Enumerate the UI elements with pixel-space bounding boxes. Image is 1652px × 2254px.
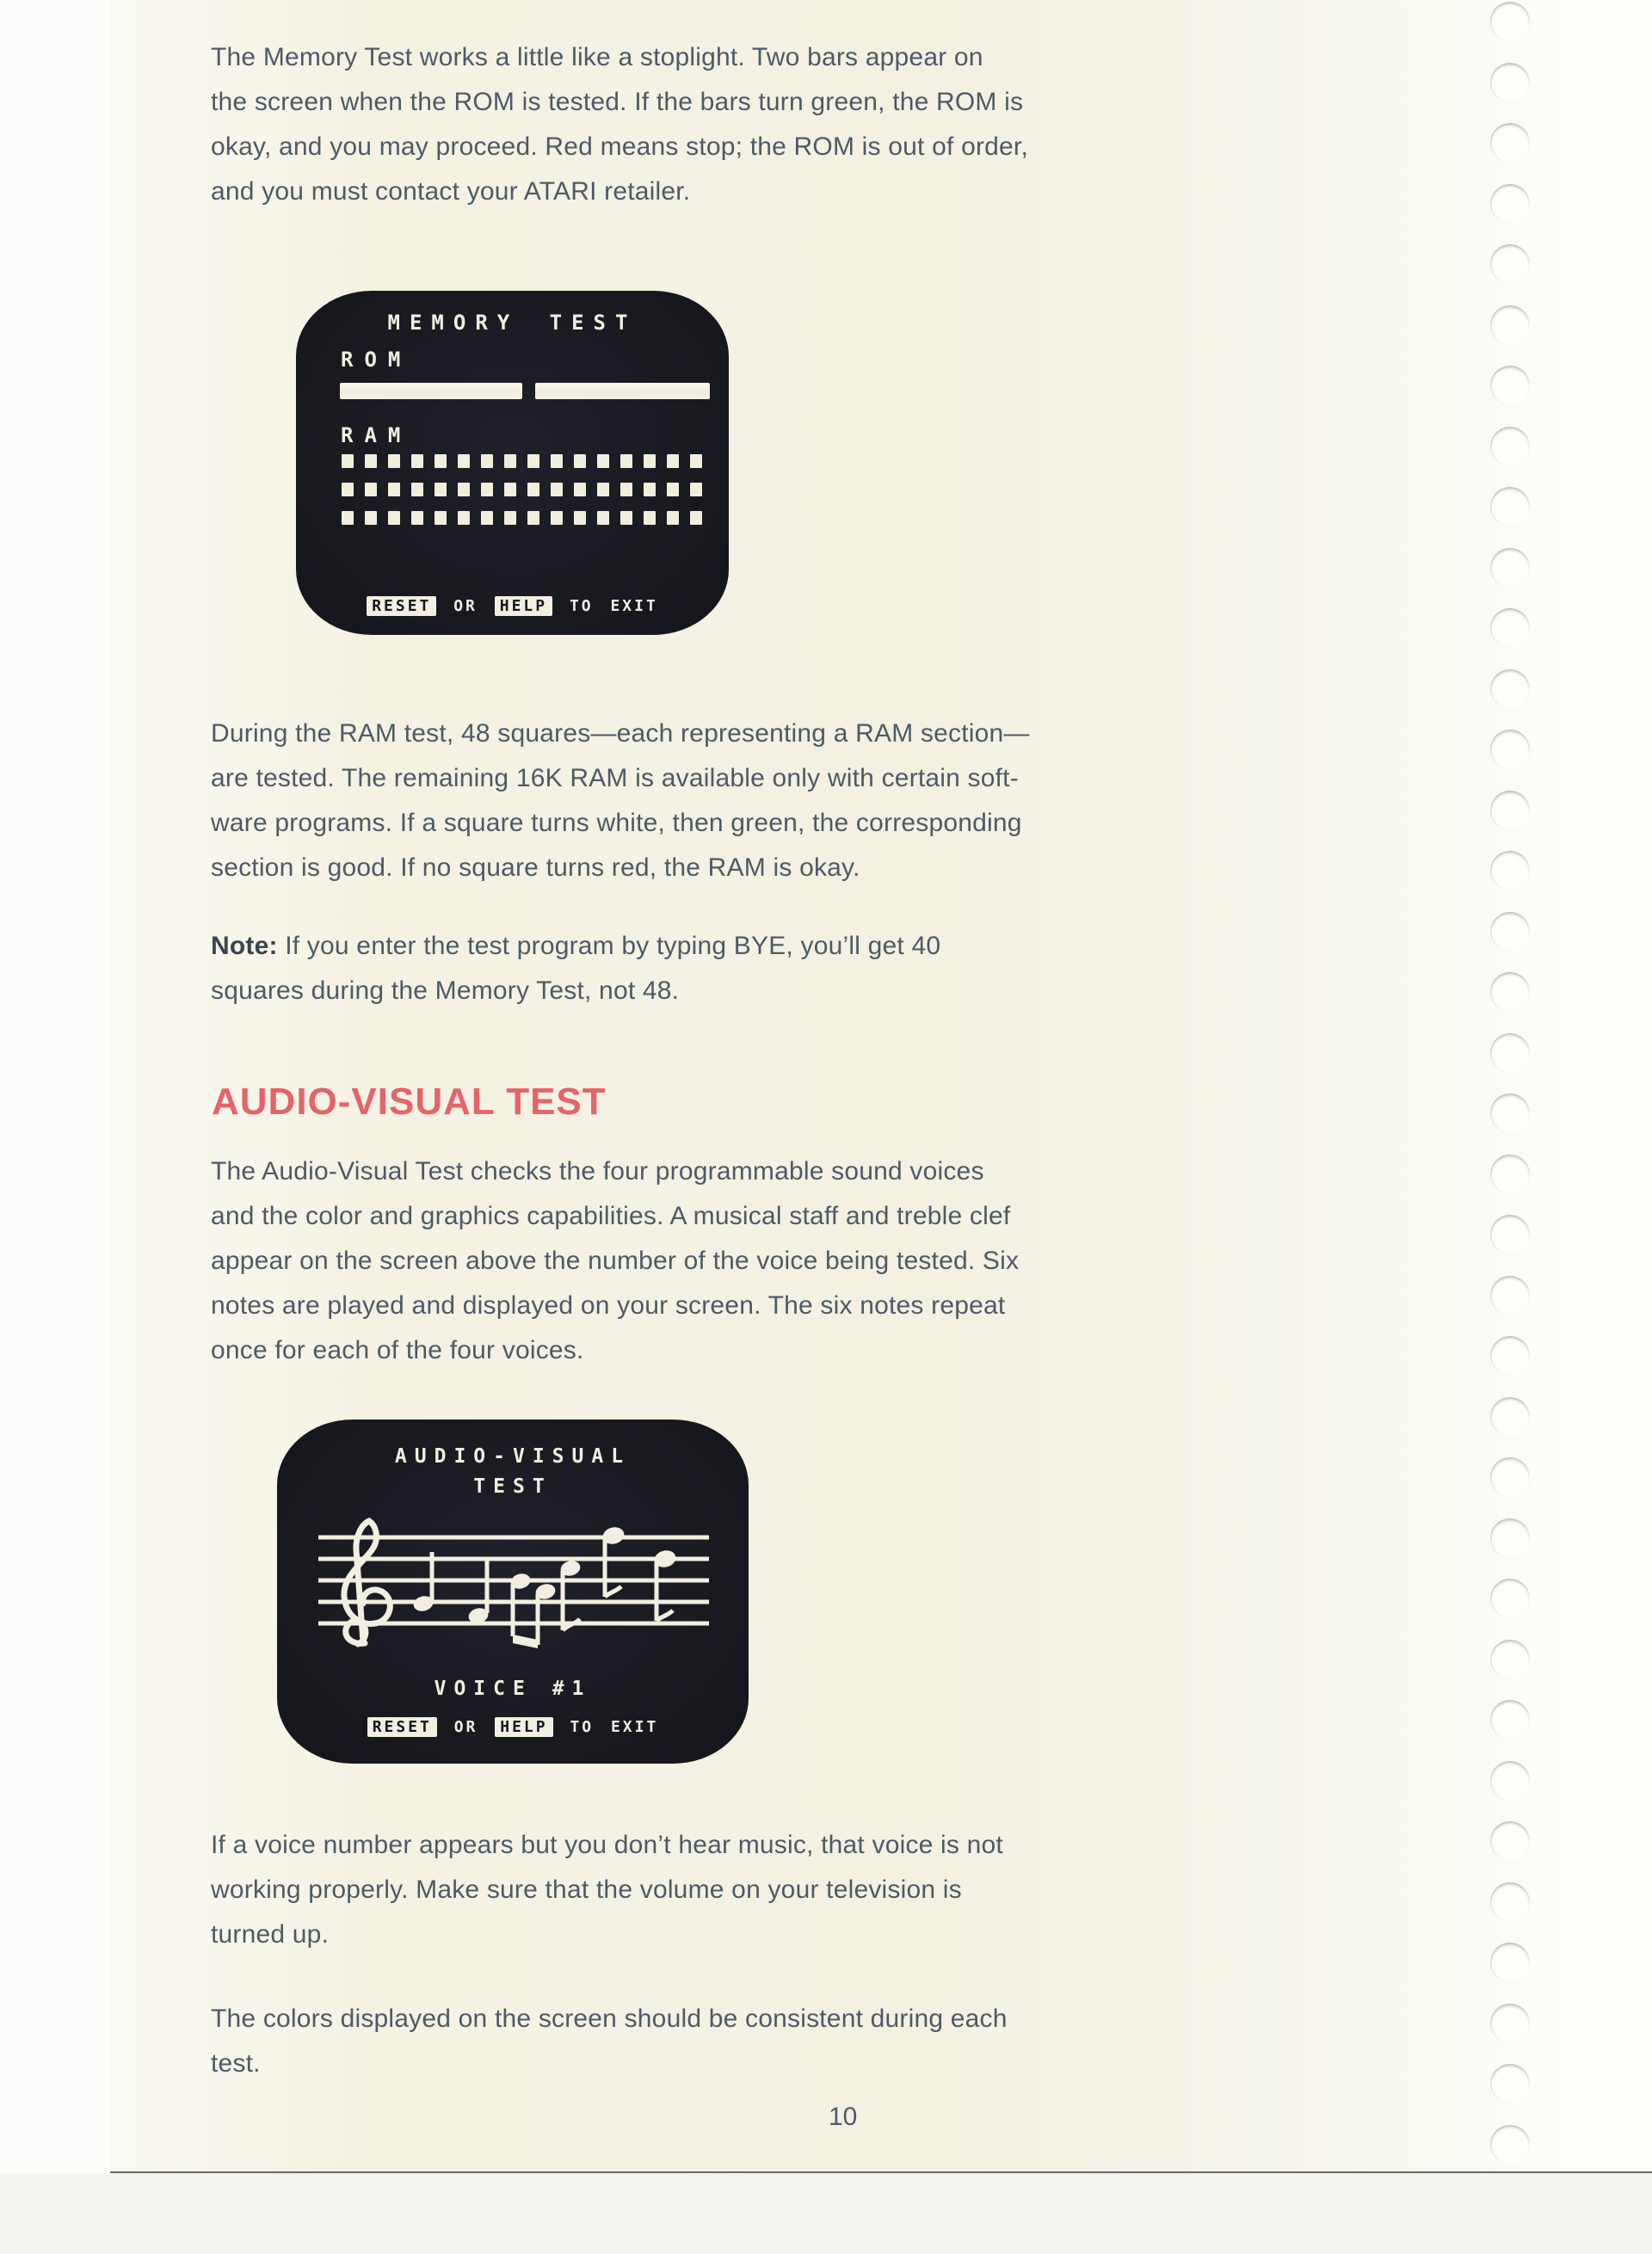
av-screen-title-line2: TEST: [473, 1475, 552, 1498]
ram-square: [620, 483, 632, 496]
note-2: [467, 1559, 489, 1624]
binding-hole: [1490, 1397, 1530, 1437]
ram-square: [690, 483, 702, 496]
ram-square: [504, 454, 516, 468]
ram-square: [411, 511, 423, 525]
note-5: [559, 1560, 581, 1630]
reset-key-badge: RESET: [367, 596, 436, 616]
binding-hole: [1490, 305, 1530, 345]
ram-square: [574, 511, 586, 525]
ram-square: [504, 511, 516, 525]
exit-line-suffix: TO EXIT: [570, 1718, 659, 1736]
binding-hole: [1490, 2, 1530, 41]
reset-key-badge: RESET: [367, 1717, 437, 1737]
ram-square: [388, 511, 400, 525]
paragraph-line: the screen when the ROM is tested. If the bars turn green, the ROM is: [211, 88, 1024, 116]
binding-hole: [1490, 2125, 1530, 2165]
ram-square: [644, 483, 656, 496]
scan-bottom-margin: [0, 2173, 1652, 2254]
binding-hole: [1490, 427, 1530, 466]
intro-paragraph: [211, 35, 1123, 214]
paragraph-line: The Memory Test works a little like a stoplight. Two bars appear on: [211, 43, 983, 71]
paragraph-line: and you must contact your ATARI retailer.: [211, 177, 691, 206]
ram-square-row: [342, 511, 712, 525]
note-4: [513, 1583, 557, 1648]
binding-hole: [1490, 1579, 1530, 1618]
ram-square: [574, 483, 586, 496]
paragraph-line: appear on the screen above the number of the voice being tested. Six: [211, 1247, 1020, 1275]
binding-hole: [1490, 608, 1530, 648]
ram-square: [481, 511, 493, 525]
paragraph-line: If a voice number appears but you don’t hear music, that voice is not: [211, 1831, 1003, 1859]
ram-square: [551, 511, 563, 525]
rom-bar-right: [535, 383, 710, 399]
ram-square: [435, 511, 447, 525]
binding-hole: [1490, 1640, 1530, 1679]
scan-left-margin: [0, 0, 110, 2254]
paragraph-line: notes are played and displayed on your screen. The six notes repeat: [211, 1291, 1006, 1320]
binding-hole: [1490, 1943, 1530, 1982]
ram-square: [481, 454, 493, 468]
binding-hole: [1490, 1336, 1530, 1376]
binding-hole: [1490, 548, 1530, 588]
help-key-badge: HELP: [495, 1717, 552, 1737]
paragraph-line: okay, and you may proceed. Red means stop; the ROM is out of order,: [211, 132, 1028, 161]
rom-label: ROM: [341, 348, 412, 372]
ram-square-row: [342, 483, 712, 496]
ram-square: [667, 483, 679, 496]
binding-hole: [1490, 1033, 1530, 1073]
binding-hole: [1490, 1457, 1530, 1497]
ram-square: [411, 454, 423, 468]
ram-square: [388, 454, 400, 468]
binding-hole: [1490, 972, 1530, 1012]
binding-hole: [1490, 123, 1530, 163]
binding-hole: [1490, 1093, 1530, 1133]
help-key-badge: HELP: [495, 596, 552, 616]
ram-square: [690, 511, 702, 525]
binding-hole: [1490, 487, 1530, 527]
ram-square: [342, 454, 354, 468]
colors-paragraph: [211, 1997, 1123, 2086]
memory-test-screen: [296, 291, 729, 635]
ram-square: [435, 454, 447, 468]
ram-square: [527, 511, 539, 525]
binding-hole: [1490, 2004, 1530, 2043]
ram-square-row: [342, 454, 712, 468]
binding-hole: [1490, 1276, 1530, 1315]
paragraph-line: The Audio-Visual Test checks the four programmable sound voices: [211, 1157, 984, 1186]
binding-hole: [1490, 791, 1530, 830]
ram-square: [667, 511, 679, 525]
ram-square: [690, 454, 702, 468]
note-label: Note:: [211, 932, 286, 960]
manual-page: [110, 0, 1652, 2173]
binding-hole: [1490, 2064, 1530, 2103]
ram-square: [342, 483, 354, 496]
ram-square: [551, 454, 563, 468]
ram-square: [435, 483, 447, 496]
binding-hole: [1490, 1821, 1530, 1861]
paragraph-line: working properly. Make sure that the volume on your television is: [211, 1875, 962, 1904]
ram-square: [458, 454, 470, 468]
ram-square: [365, 454, 377, 468]
ram-square-grid: [342, 454, 712, 539]
ram-square: [644, 511, 656, 525]
voice-paragraph: [211, 1823, 1123, 1957]
binding-hole: [1490, 63, 1530, 102]
ram-square: [551, 483, 563, 496]
ram-square: [411, 483, 423, 496]
paragraph-line: The colors displayed on the screen should be consistent during each: [211, 2005, 1008, 2033]
av-screen-title-line1: AUDIO-VISUAL: [394, 1445, 632, 1468]
paragraph-line: During the RAM test, 48 squares—each representing a RAM section—: [211, 719, 1030, 748]
binding-hole: [1490, 669, 1530, 709]
ram-paragraph: [211, 711, 1123, 890]
ram-square: [388, 483, 400, 496]
ram-square: [481, 483, 493, 496]
paragraph-line: once for each of the four voices.: [211, 1336, 584, 1364]
paragraph-line: squares during the Memory Test, not 48.: [211, 976, 680, 1005]
ram-square: [644, 454, 656, 468]
ram-square: [597, 454, 609, 468]
paragraph-line: are tested. The remaining 16K RAM is available only with certain soft-: [211, 764, 1019, 792]
exit-line-or: OR: [453, 597, 478, 615]
paragraph-line: ware programs. If a square turns white, then green, the corresponding: [211, 809, 1022, 837]
binding-hole: [1490, 1700, 1530, 1740]
musical-staff: [311, 1514, 716, 1669]
ram-square: [620, 454, 632, 468]
binding-hole: [1490, 1155, 1530, 1194]
paragraph-line: test.: [211, 2049, 261, 2078]
binding-hole: [1490, 184, 1530, 224]
rom-test-bars: [296, 383, 729, 399]
audio-visual-heading: AUDIO-VISUAL TEST: [212, 1081, 607, 1123]
binding-hole: [1490, 366, 1530, 405]
ram-square: [365, 483, 377, 496]
ram-square: [458, 483, 470, 496]
binding-hole: [1490, 1215, 1530, 1254]
ram-square: [527, 483, 539, 496]
note-7: [653, 1549, 677, 1621]
binding-hole: [1490, 851, 1530, 890]
ram-label: RAM: [341, 423, 412, 447]
binding-hole: [1490, 1761, 1530, 1801]
page-number: 10: [829, 2103, 858, 2131]
audio-visual-test-screen: [277, 1420, 749, 1764]
voice-number-label: VOICE #1: [434, 1678, 592, 1700]
ram-square: [597, 511, 609, 525]
ram-square: [342, 511, 354, 525]
binding-hole: [1490, 244, 1530, 284]
ram-square: [620, 511, 632, 525]
note-paragraph: [211, 924, 1123, 1013]
audio-paragraph: [211, 1149, 1123, 1373]
note-6: [601, 1525, 626, 1597]
paragraph-line: and the color and graphics capabilities. A musical staff and treble clef: [211, 1202, 1011, 1230]
ram-square: [458, 511, 470, 525]
av-exit-line: [277, 1718, 749, 1736]
binding-hole: [1490, 1882, 1530, 1922]
paragraph-line: turned up.: [211, 1920, 330, 1949]
paragraph-line: section is good. If no square turns red, the RAM is okay.: [211, 853, 860, 882]
ram-square: [574, 454, 586, 468]
memory-screen-title: MEMORY TEST: [387, 311, 638, 335]
binding-hole: [1490, 730, 1530, 769]
ram-square: [597, 483, 609, 496]
ram-square: [365, 511, 377, 525]
binding-hole: [1490, 912, 1530, 951]
exit-line-or: OR: [453, 1718, 478, 1736]
exit-line-suffix: TO EXIT: [569, 597, 658, 615]
rom-bar-left: [340, 383, 522, 399]
ram-square: [504, 483, 516, 496]
binding-hole: [1490, 1518, 1530, 1558]
paragraph-line: Note: If you enter the test program by typing BYE, you’ll get 40: [211, 932, 941, 960]
memory-exit-line: [296, 597, 729, 615]
ram-square: [667, 454, 679, 468]
note-3: [509, 1573, 531, 1636]
ram-square: [527, 454, 539, 468]
